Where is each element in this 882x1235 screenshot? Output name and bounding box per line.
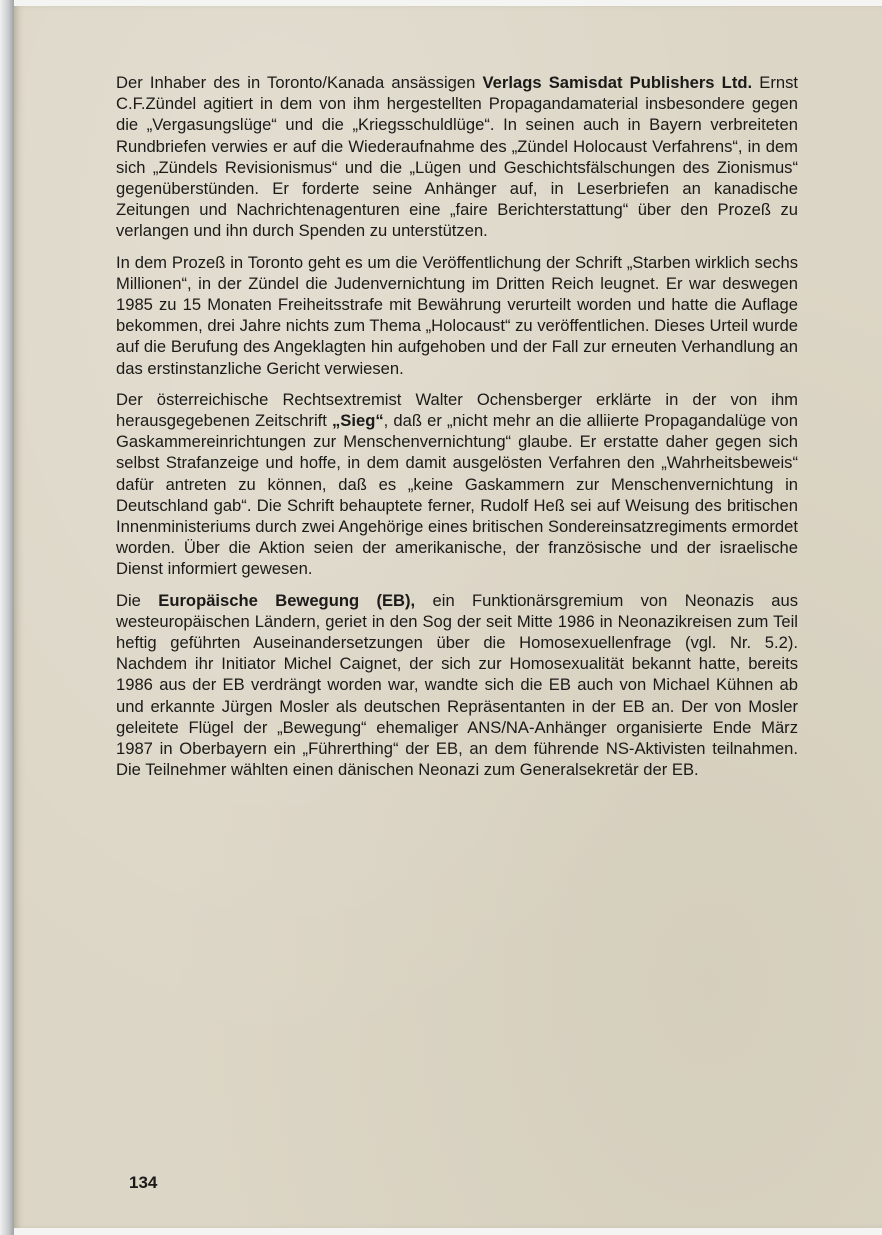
text-segment: Ernst C.F.Zündel agitiert in dem von ihm hergestellten Propagandamaterial insbesondere gegen die „Vergasungslüge“ und die „Kriegsschuldlüge“. In seinen auch in Bayern verbreiteten Rundbriefen verwies er auf die Wiederaufnahme des „Zündel Holocaust Verfahrens“, in dem sich „Zündels Revisionismus“ und die „Lügen und Geschichtsfälschungen des Zionismus“ gegenüberstünden. Er forderte seine Anhänger auf, in Leserbriefen an kanadische Zeitungen und Nachrichtenagenturen eine „faire Berichterstattung“ über den Prozeß zu verlangen und ihn durch Spenden zu unterstützen. xyxy=(116,73,798,241)
paragraph-ochensberger xyxy=(116,389,798,580)
paragraph-european-movement xyxy=(116,590,798,781)
paragraph-zuendel xyxy=(116,72,798,242)
document-page xyxy=(14,6,882,1228)
text-segment: Die xyxy=(116,590,159,610)
text-segment: Der Inhaber des in Toronto/Kanada ansässigen xyxy=(116,73,483,92)
text-segment: ein Funktionärsgremium von Neonazis aus westeuropäischen Ländern, geriet in den Sog der seit Mitte 1986 in Neonazikreisen zum Teil heftig geführten Auseinandersetzungen über die Homosexuellenfrage (vgl. Nr. 5.2). Nachdem ihr Initiator Michel Caignet, der sich zur Homosexualität bekannt hatte, bereits 1986 aus der EB verdrängt worden war, wandte sich die EB auch von Michael Kühnen ab und erkannte Jürgen Mosler als deutschen Repräsentanten in der EB an. Der von Mosler geleitete Flügel der „Bewegung“ ehemaliger ANS/NA-Anhänger organisierte Ende März 1987 in Oberbayern ein „Führerthing“ der EB, an dem führende NS-Aktivisten teilnahmen. Die Teilnehmer wählten einen dänischen Neonazi zum Generalsekretär der EB. xyxy=(116,590,799,780)
page-number: 134 xyxy=(129,1173,158,1192)
text-segment: In dem Prozeß in Toronto geht es um die Veröffentlichung der Schrift „Starben wirklich sechs Millionen“, in der Zündel die Judenvernichtung im Dritten Reich leugnet. Er war deswegen 1985 zu 15 Monaten Freiheitsstrafe mit Bewährung verurteilt worden und hatte die Auflage bekommen, drei Jahre nichts zum Thema „Holocaust“ zu veröffentlichen. Dieses Urteil wurde auf die Berufung des Angeklagten hin aufgehoben und der Fall zur erneuten Verhandlung an das erstinstanzliche Gericht verwiesen. xyxy=(116,252,798,378)
bold-publication-name: „Sieg“ xyxy=(332,411,384,431)
text-segment: Der österreichische Rechtsextremist Walter Ochensberger erklärte in der von ihm herausgegebenen Zeitschrift xyxy=(116,389,798,431)
bold-org-name: Europäische Bewegung (EB), xyxy=(158,590,416,610)
body-text xyxy=(116,72,798,791)
text-segment: , daß er „nicht mehr an die alliierte Propagandalüge von Gaskammereinrichtungen zur Menschenvernichtung“ glaube. Er erstatte daher gegen sich selbst Strafanzeige und hoffe, in dem damit ausgelösten Verfahren den „Wahrheitsbeweis“ dafür antreten zu können, daß es „keine Gaskammern zur Menschenvernichtung in Deutschland gab“. Die Schrift behauptete ferner, Rudolf Heß sei auf Weisung des britischen Innenministeriums durch zwei Angehörige eines britischen Sondereinsatzregiments ermordet worden. Über die Aktion seien der amerikanische, der französische und der israelische Dienst informiert gewesen. xyxy=(116,411,798,579)
scan-left-margin xyxy=(0,0,14,1235)
bold-org-name: Verlags Samisdat Publishers Ltd. xyxy=(482,73,753,92)
paragraph-toronto-trial xyxy=(116,252,798,379)
